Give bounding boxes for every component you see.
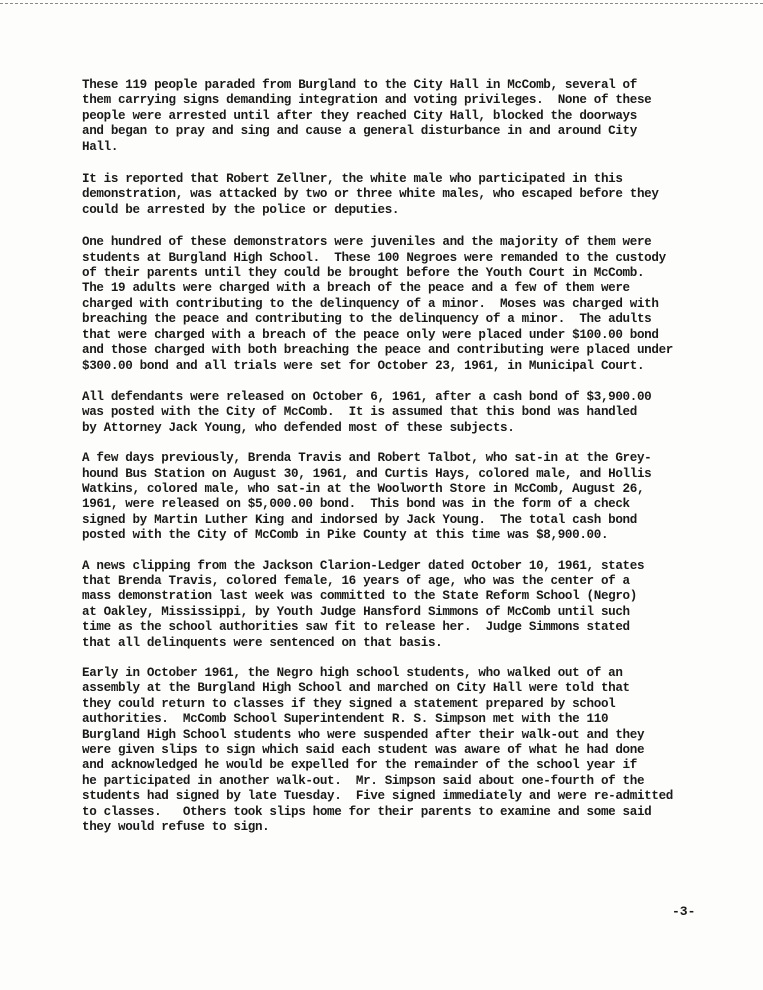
document-body [82,78,707,835]
paragraph-parade: These 119 people paraded from Burgland to the City Hall in McComb, several of them carrying signs demanding integration and voting privileges. None of these people were arrested until after they reached City Hall, blocked the doorways and began to pray and sing and cause a general disturbance in and around City Hall. [82,78,652,154]
page-number: -3- [672,904,696,919]
paragraph-news-clipping: A news clipping from the Jackson Clarion-Ledger dated October 10, 1961, states that Brenda Travis, colored female, 16 years of age, who was the center of a mass demonstration last week was committed to the State Reform School (Negro) at Oakley, Mississippi, by Youth Judge Hansford Simmons of McComb until such time as the school authorities saw fit to release her. Judge Simmons stated that all delinquents were sentenced on that basis. [82,558,645,650]
page-top-edge [0,3,763,4]
paragraph-release: All defendants were released on October 6, 1961, after a cash bond of $3,900.00 was posted with the City of McComb. It is assumed that this bond was handled by Attorney Jack Young, who defended most of these subjects. [82,389,652,435]
paragraph-charges: One hundred of these demonstrators were juveniles and the majority of them were students at Burgland High School. These 100 Negroes were remanded to the custody of their parents until they could be brought before the Youth Court in McComb. The 19 adults were charged with a breach of the peace and a few of them were charged with contributing to the delinquency of a minor. Moses was charged with breaching the peace and contributing to the delinquency of a minor. The adults that were charged with a breach of the peace only were placed under $100.00 bond and those charged with both breaching the peace and contributing were placed under $300.00 bond and all trials were set for October 23, 1961, in Municipal Court. [82,235,674,373]
paragraph-previous-bond: A few days previously, Brenda Travis and Robert Talbot, who sat-in at the Grey- hound Bus Station on August 30, 1961, and Curtis Hays, colored male, and Hollis Watkins, colored male, who sat-in at the Woolworth Store in McComb, August 26, 1961, were released on $5,000.00 bond. This bond was in the form of a check signed by Martin Luther King and indorsed by Jack Young. The total cash bond posted with the City of McComb in Pike County at this time was $8,900.00. [82,451,652,543]
paragraph-zellner: It is reported that Robert Zellner, the white male who participated in this demonstration, was attacked by two or three white males, who escaped before they could be arrested by the police or deputies. [82,172,659,217]
paragraph-students: Early in October 1961, the Negro high school students, who walked out of an assembly at the Burgland High School and marched on City Hall were told that they could return to classes if they signed a statement prepared by school authorities. McComb School Superintendent R. S. Simpson met with the 110 Burgland High School students who were suspended after their walk-out and they were given slips to sign which said each student was aware of what he had done and acknowledged he would be expelled for the remainder of the school year if he participated in another walk-out. Mr. Simpson said about one-fourth of the students had signed by late Tuesday. Five signed immediately and were re-admitted to classes. Others took slips home for their parents to examine and some said they would refuse to sign. [82,666,674,835]
